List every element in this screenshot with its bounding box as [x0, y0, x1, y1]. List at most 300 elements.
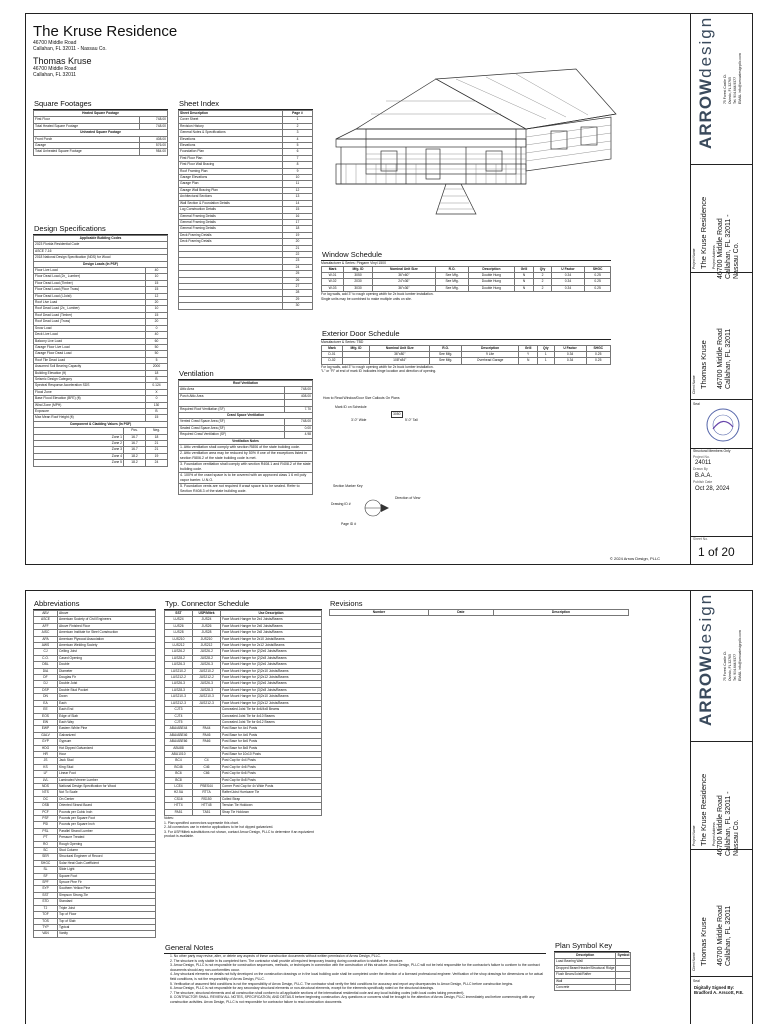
table-cell: 21 [283, 245, 313, 251]
general-note: 2. The structure is only stable in its completed form. The contractor shall provide all required temporary bracing during construction to stabilize the structure. [170, 958, 404, 963]
table-cell: Roof Live Load [34, 300, 146, 306]
table-cell: Deck Live Load [34, 332, 146, 338]
table-cell: 14 [283, 200, 313, 206]
design-specifications [33, 224, 168, 467]
table-cell: 1 [283, 117, 313, 123]
vent-note: 3. Foundation ventilation shall comply with section R408.1 and R408.2 of the state building code. [178, 462, 313, 473]
conn-notes [164, 821, 322, 839]
tb2-client-name: Thomas Kruse [699, 917, 708, 966]
table-cell: D-01 [322, 352, 343, 358]
table-cell: Wall Section & Foundation Details [179, 200, 283, 206]
owner-name: Thomas Kruse [33, 56, 92, 66]
table-cell: Cased Opening [58, 655, 156, 661]
table-cell: 9 [283, 168, 313, 174]
table-cell: 60 [146, 338, 168, 344]
table-cell: LUS28-2 [165, 655, 193, 661]
table-cell: DBL [34, 662, 58, 668]
table-cell: Ventilation Notes [179, 438, 313, 444]
table-cell: 2023 Florida Residential Code [34, 242, 168, 248]
table-cell: Standard [58, 899, 156, 905]
table-cell: Each [58, 700, 156, 706]
table-cell: 2 [534, 273, 551, 279]
table-row [179, 303, 313, 309]
column-header: U Factor [554, 345, 586, 351]
table-cell: Design Loads (In PSF) [34, 261, 168, 267]
table-cell: 10 [146, 306, 168, 312]
table-cell: JUS210 [193, 636, 221, 642]
rev-title: Revisions [330, 599, 363, 608]
table-cell: 5 [146, 357, 168, 363]
rev-table [329, 609, 629, 616]
table-cell: See Mfg. [435, 279, 468, 285]
conn-note: 2. All connectors use in exterior applications to be hot dipped galvanized. [164, 825, 274, 830]
table-cell: 30 [283, 303, 313, 309]
revisions [329, 599, 629, 616]
table-cell: 23 [283, 258, 313, 264]
general-note: 1. No other party may revise, alter, or delete any aspects of these construction documents without written permission of Arrow Design, PLLC. [170, 954, 381, 958]
column-header: Symbol [617, 953, 630, 957]
table-cell: ASCE 7-16 [34, 248, 168, 254]
psk-table [554, 952, 631, 991]
table-cell: JUS28 [193, 630, 221, 636]
table-cell: DSP [34, 687, 58, 693]
column-header: SHGC [586, 345, 610, 351]
table-cell: AWS [34, 643, 58, 649]
engineer-seal-icon [705, 407, 741, 443]
table-cell: LF [34, 771, 58, 777]
howto-title: How to Read Window/Door Size Callouts On Plans [323, 396, 400, 400]
column-header: Date [428, 610, 493, 616]
title-block: ARROWdesign 75 Forest Castle Ct. Oviedo, FL 32765 Tel. 904.644.9377 EMAIL info@arrowdesignpllc.com Project Name The Kruse Residence Project Address 46700 Middle Road Callahan, FL 32011 - Nassau Co. Client Name Thomas Kruse 46700 Middle Road Callahan, FL 32011 Seal Structural Members Only Project No. 24011 Drawn By B.A.A. Publish Date Oct 28, 2024 Sheet No. 1 of 20 [690, 14, 752, 564]
column-header: Use Description [221, 611, 322, 617]
design-table [33, 235, 168, 467]
column-header: Description [555, 953, 616, 959]
table-cell: Post Base for 4x6 Posts [221, 732, 322, 738]
table-cell: Post Cap for 4x4 Posts [221, 758, 322, 764]
table-cell: 18 [146, 370, 168, 376]
table-cell: Ceiling Joist [58, 649, 156, 655]
table-cell: Post Base for 8x8 Posts [221, 745, 322, 751]
table-cell: 0.00 [284, 425, 312, 431]
house-elevation-drawing [326, 59, 626, 219]
tb-client-name: Thomas Kruse [699, 340, 708, 389]
table-row [34, 460, 168, 466]
table-cell: OSB [34, 803, 58, 809]
table-cell: CJT3 [165, 707, 193, 713]
table-cell: LUS28 [165, 630, 193, 636]
table-cell: 10 [146, 274, 168, 280]
tb2-project-name: The Kruse Residence [699, 773, 708, 846]
table-cell: Roof Dead Load (Truss) [34, 319, 146, 325]
table-cell: SST [34, 892, 58, 898]
table-cell: HTT4 [165, 803, 193, 809]
table-cell: 0.25 [585, 285, 611, 291]
table-cell: BC46 [165, 764, 193, 770]
table-cell: General Framing Details [179, 213, 283, 219]
table-cell: 10 [283, 175, 313, 181]
cover-sheet [25, 13, 753, 565]
table-cell: LUS28-3 [165, 687, 193, 693]
table-cell: JUS210-2 [193, 668, 221, 674]
table-cell: Garage Floor Live Load [34, 344, 146, 350]
table-cell: Zone 2 [34, 441, 124, 447]
table-cell: Face Mount Hanger for (3)2x10 Joists/Beams [221, 694, 322, 700]
drawing-id-label: Drawing ID # [331, 502, 351, 506]
table-cell: BC6 [165, 771, 193, 777]
table-cell: LUS210 [165, 636, 193, 642]
general-note: 8. CONTRACTOR SHALL REVIEW ALL NOTES, SPECIFICATION, AND DETAILS before beginning construction. Any questions or concerns shall be brought to the attention of Arrow Design, PLLC immediately and before commencing with any construction activities. Arrow Design, PLLC is not responsible for contractor failure to read construction documents. [170, 995, 535, 1004]
tb-drawn-by: B.A.A. [695, 473, 713, 479]
table-cell: 4.98 [284, 432, 312, 438]
table-cell: 36"x80" [370, 352, 430, 358]
table-cell: EA [34, 700, 58, 706]
general-notes [164, 943, 546, 1005]
table-cell: Face Mount Hanger for 2x4 Joists/Beams [221, 617, 322, 623]
tb-client-address: 46700 Middle Road Callahan, FL 32011 [717, 328, 732, 389]
table-cell: Front Porch [34, 136, 140, 142]
table-cell: RT7A [193, 790, 221, 796]
table-cell: 27 [283, 283, 313, 289]
table-cell: Pounds per Square Foot [58, 816, 156, 822]
table-cell [179, 303, 283, 309]
table-cell: First Floor [34, 117, 140, 123]
table-cell: LVL [34, 777, 58, 783]
door-note-2: "L" or "R" at end of mark ID indicates hinge location and direction of opening. [321, 369, 437, 374]
table-cell: ABA/ABE44 [165, 726, 193, 732]
table-cell: HDG [34, 745, 58, 751]
table-cell: B [146, 376, 168, 382]
table-cell: 9 Lite [461, 352, 518, 358]
table-cell: OC [34, 796, 58, 802]
table-cell: 408.00 [140, 136, 168, 142]
table-cell: American Institute for Steel Construction [58, 630, 156, 636]
window-schedule [321, 250, 611, 301]
table-cell: Face Mount Hanger for 2x6 Joists/Beams [221, 623, 322, 629]
howto-code: 3050 [393, 412, 401, 416]
howto-mark: Mark ID on Schedule [335, 405, 367, 409]
table-cell: 36"x36" [372, 285, 435, 291]
table-cell: Wall [555, 978, 616, 984]
tb-project-name: The Kruse Residence [699, 196, 708, 269]
table-cell: JUS28-2 [193, 655, 221, 661]
table-cell: Roof Dead Load (Timber) [34, 312, 146, 318]
table-cell: 748.00 [284, 419, 312, 425]
table-cell: Vanity [58, 931, 156, 937]
table-cell: Pos. [124, 428, 146, 434]
door-table [321, 345, 611, 365]
table-cell: Pounds per Cubic Inch [58, 809, 156, 815]
table-cell: N [519, 358, 538, 364]
table-cell: Garage [34, 143, 140, 149]
table-cell: 3050 [344, 273, 373, 279]
column-header: Mark [322, 345, 343, 351]
table-cell: Simpson Strong-Tie [58, 892, 156, 898]
abbr-table [33, 610, 156, 938]
table-cell: Not To Scale [58, 790, 156, 796]
table-cell [616, 985, 631, 991]
window-title: Window Schedule [321, 250, 611, 261]
table-cell: 7 [283, 155, 313, 161]
column-header: Mfg. ID [342, 345, 369, 351]
table-cell: VAN [34, 931, 58, 937]
table-cell: Seismic Design Category [34, 376, 146, 382]
table-cell: Total Heated Square Footage [34, 123, 140, 129]
table-cell: JUS26-2 [193, 649, 221, 655]
table-cell: Max Mean Roof Height (ft) [34, 415, 146, 421]
table-cell: LUS210-3 [165, 694, 193, 700]
table-cell: Foundation Plan [179, 149, 283, 155]
firm-address-2: 75 Forest Castle Ct. Oviedo, FL 32765 Tel. 904.644.9377 EMAIL info@arrowdesignpllc.com [723, 630, 742, 681]
callout-legend [323, 396, 523, 546]
table-cell: Floor Dead Load (2x_ Lumber) [34, 274, 146, 280]
brand-logo-2: ARROWdesign [696, 592, 715, 726]
table-cell: Stud Column [58, 848, 156, 854]
table-cell: Floor Dead Load (Timber) [34, 280, 146, 286]
table-cell: EW [34, 719, 58, 725]
table-cell: Face Mount Hanger for 2x12 Joists/Beams [221, 643, 322, 649]
table-cell: 40 [146, 332, 168, 338]
table-cell: CJT4 [165, 713, 193, 719]
table-cell: Roof Dead Load (2x_ Lumber) [34, 306, 146, 312]
table-cell: Post Cap for 6x6 Posts [221, 771, 322, 777]
column-header: Description [469, 266, 515, 272]
table-cell: Wind Zone (MPH) [34, 402, 146, 408]
table-cell: PBES44 [193, 783, 221, 789]
page-id-label: Page ID # [341, 522, 357, 526]
table-cell: Double [58, 662, 156, 668]
table-cell: 0.25 [586, 352, 610, 358]
table-cell: 2 [534, 279, 551, 285]
table-cell: PCF [34, 809, 58, 815]
table-cell: Concealed Joist Tie for 4x6/4x8 Beams [221, 707, 322, 713]
table-cell: 130 [146, 402, 168, 408]
table-cell: Triple Joist [58, 905, 156, 911]
table-cell: SER [34, 854, 58, 860]
table-cell: Face Mount Hanger for (3)2x12 Joists/Beams [221, 700, 322, 706]
table-cell: Pounds per Square Inch [58, 822, 156, 828]
table-cell: Corner Post Cap for 4x Wide Posts [221, 783, 322, 789]
table-cell: Garage Floor Dead Load [34, 351, 146, 357]
table-cell: HR [34, 751, 58, 757]
table-cell: ABU1010 [165, 751, 193, 757]
table-cell: Face Mount Hanger for (2)2x8 Joists/Beams [221, 655, 322, 661]
table-cell: 748.00 [140, 117, 168, 123]
psk-title: Plan Symbol Key [554, 941, 629, 952]
copyright: © 2024 Arrow Design, PLLC [609, 556, 660, 561]
table-cell: 0.34 [554, 358, 586, 364]
gn-body [164, 954, 546, 1005]
table-cell: Flush Beam/Joist/Rafter [555, 972, 616, 978]
table-cell: Flood Zone [34, 389, 146, 395]
table-cell: Load Bearing Wall [555, 959, 616, 965]
table-cell: 15 [146, 312, 168, 318]
table-cell: 8 [283, 162, 313, 168]
table-cell: Double Stud Pocket [58, 687, 156, 693]
table-cell: Top of Floor [58, 912, 156, 918]
table-cell: Exposure [34, 408, 146, 414]
table-cell: 4 [283, 136, 313, 142]
table-cell: AFF [34, 623, 58, 629]
table-cell: General Notes & Specifications [179, 130, 283, 136]
table-cell: 19 [146, 453, 168, 459]
table-row [34, 149, 168, 155]
table-cell: N [514, 279, 534, 285]
table-cell: Neg. [146, 428, 168, 434]
table-cell: Garage Plan [179, 181, 283, 187]
table-cell: Parallel Strand Lumber [58, 828, 156, 834]
table-cell: JUS24 [193, 617, 221, 623]
direction-label: Direction of View [395, 496, 421, 500]
table-cell: EOS [34, 713, 58, 719]
table-cell: 18 [283, 226, 313, 232]
table-cell: Laminated Veneer Lumber [58, 777, 156, 783]
table-cell: Hot Dipped Galvanized [58, 745, 156, 751]
table-cell: 576.00 [140, 143, 168, 149]
table-cell: RS150 [193, 796, 221, 802]
table-cell: Post Base for 4x4 Posts [221, 726, 322, 732]
si-h1: Sheet Description [179, 111, 283, 117]
table-cell: Post Base for 10x10 Posts [221, 751, 322, 757]
table-cell: JUS212-2 [193, 675, 221, 681]
table-cell: Post Cap for 4x6 Posts [221, 764, 322, 770]
table-cell: Component & Cladding Values (In PSF) [34, 421, 168, 427]
table-cell: King Stud [58, 764, 156, 770]
column-header: SST [165, 611, 193, 617]
table-cell: Post Base for 6x6 Posts [221, 739, 322, 745]
table-cell: 0.34 [554, 352, 586, 358]
table-cell: LUS212 [165, 643, 193, 649]
table-cell: 21 [146, 441, 168, 447]
column-header: Nominal Unit Size [370, 345, 430, 351]
table-cell: 0.34 [551, 285, 585, 291]
table-cell: Strap Tie Holdown [221, 809, 322, 815]
tb-structural-note: Structural Members Only [693, 449, 731, 453]
table-cell: C66 [193, 771, 221, 777]
table-cell: Total Unheated Square Footage [34, 149, 140, 155]
general-note: 7. The structure, structural elements and all construction shall conform to all applicable sections of the international residential code and any local building codes (with local codes taking precedent). [170, 990, 465, 995]
abbr-title: Abbreviations [33, 599, 156, 610]
column-header: Grill [514, 266, 534, 272]
table-cell: See Mfg. [430, 358, 462, 364]
column-header: Grill [519, 345, 538, 351]
project-addr1: 46700 Middle Road [33, 40, 77, 46]
general-note: 4. Any structural elements or details not fully developed on the construction drawings or in the local building code shall be completed under the direction of a licensed professional engineer. Verification of the shop drawings for dimensions or for actual field conditions, is not the responsibility of Arrow Design, PLLC. [170, 972, 543, 981]
table-cell: 2018 National Design Specification (NDS) for Wood [34, 255, 168, 261]
square-footages [33, 99, 168, 156]
title-block-2: ARROWdesign 75 Forest Castle Ct. Oviedo, FL 32765 Tel. 904.644.9377 EMAIL info@arrowdesignpllc.com Project Name The Kruse Residence Project Address 46700 Middle Road Callahan, FL 32011 - Nassau Co. Client Name Thomas Kruse 46700 Middle Road Callahan, FL 32011 Seal Digitally Signed By: Bradford A. Arscott, P.E. [690, 591, 752, 1024]
table-cell: D-02 [322, 358, 343, 364]
table-cell: 26 [283, 277, 313, 283]
sq-table [33, 110, 168, 156]
table-cell: 28 [283, 290, 313, 296]
table-cell: W-01 [322, 273, 344, 279]
table-cell: APA [34, 636, 58, 642]
tb-project-address: 46700 Middle Road Callahan, FL 32011 - Nassau Co. [717, 214, 740, 279]
table-cell: 12 [146, 293, 168, 299]
table-cell: SC [34, 848, 58, 854]
table-cell: Rough Opening [58, 841, 156, 847]
tb2-client-address: 46700 Middle Road Callahan, FL 32011 [717, 905, 732, 966]
table-cell: Attic Area [179, 387, 285, 393]
table-cell: ASCE [34, 617, 58, 623]
project-name: The Kruse Residence [33, 23, 178, 40]
table-cell: 40 [146, 268, 168, 274]
table-cell: Base Flood Elevation (BFE) (ft) [34, 396, 146, 402]
connector-schedule [164, 599, 322, 839]
table-cell: JUS26 [193, 623, 221, 629]
tb2-digital-signature: Digitally Signed By: Bradford A. Arscott, P.E. [694, 985, 744, 995]
table-cell: Solar Heat Gain Coefficient [58, 860, 156, 866]
table-cell: 0.34 [551, 279, 585, 285]
column-header: R.O. [435, 266, 468, 272]
vent-note: 1. Attic ventilation shall comply with section R806 of the state building code. [178, 445, 313, 451]
plan-symbol-key [554, 941, 629, 991]
table-cell: Floor Dead Load (Floor Truss) [34, 287, 146, 293]
table-cell: Cover Sheet [179, 117, 283, 123]
vent-note: 5. Foundation vents are not required if crawl space is to be sealed. Refer to Section R408.3 of the state building code. [178, 484, 313, 495]
table-row [34, 931, 156, 937]
table-cell: 408.00 [284, 393, 312, 399]
conn-note: 1. Plan specified connectors supersede this chart. [164, 820, 239, 825]
column-header: USP/Mitek [193, 611, 221, 617]
table-cell: Zone 3 [34, 447, 124, 453]
table-cell: HTT45 [193, 803, 221, 809]
table-cell: Face Mount Hanger for (3)2x8 Joists/Beams [221, 687, 322, 693]
conn-table [164, 610, 322, 816]
table-cell: 3 [283, 130, 313, 136]
table-cell: PA44 [193, 726, 221, 732]
table-cell: LUS26-3 [165, 662, 193, 668]
table-cell: SF [34, 873, 58, 879]
table-cell: Douglas Fir [58, 675, 156, 681]
table-cell: LUS24 [165, 617, 193, 623]
table-cell: Architectural Sections [179, 194, 283, 200]
table-cell: 16.7 [124, 447, 146, 453]
table-subheader [179, 438, 313, 444]
table-cell: PA46 [193, 732, 221, 738]
table-cell: LUS212-3 [165, 700, 193, 706]
table-cell: General Framing Details [179, 226, 283, 232]
table-cell: DJ [34, 681, 58, 687]
table-cell: 12 [283, 187, 313, 193]
table-cell: Deck Framing Details [179, 239, 283, 245]
table-cell: 20 [283, 239, 313, 245]
table-cell: TA51 [193, 809, 221, 815]
table-cell: Top of Slab [58, 918, 156, 924]
conn-note: 3. For USP/Mitek substitutions not shown, contact Arrow Design, PLLC to determine if an equivalent product is available. [164, 829, 314, 839]
table-cell: RO [34, 841, 58, 847]
table-cell: 29 [283, 296, 313, 302]
column-header: Number [330, 610, 429, 616]
table-cell: Rafter/Joist Hurricane Tie [221, 790, 322, 796]
abbreviations [33, 599, 156, 938]
table-cell: TYP [34, 924, 58, 930]
table-cell: Sealed Crawl Space Area (SF) [179, 425, 285, 431]
table-cell: 1 [538, 358, 555, 364]
table-cell: 5 [283, 143, 313, 149]
table-cell: 0 [146, 396, 168, 402]
table-cell: 2030 [344, 279, 373, 285]
table-cell: Eastern White Pine [58, 726, 156, 732]
table-cell: Hour [58, 751, 156, 757]
table-cell: STD [34, 899, 58, 905]
table-row [165, 809, 322, 815]
tb2-project-address: 46700 Middle Road Callahan, FL 32011 - Nassau Co. [717, 791, 740, 856]
table-cell: Roof Framing Plan [179, 168, 283, 174]
table-cell: See Mfg. [430, 352, 462, 358]
table-cell: 16.7 [124, 441, 146, 447]
table-cell: Double Hung [469, 279, 515, 285]
